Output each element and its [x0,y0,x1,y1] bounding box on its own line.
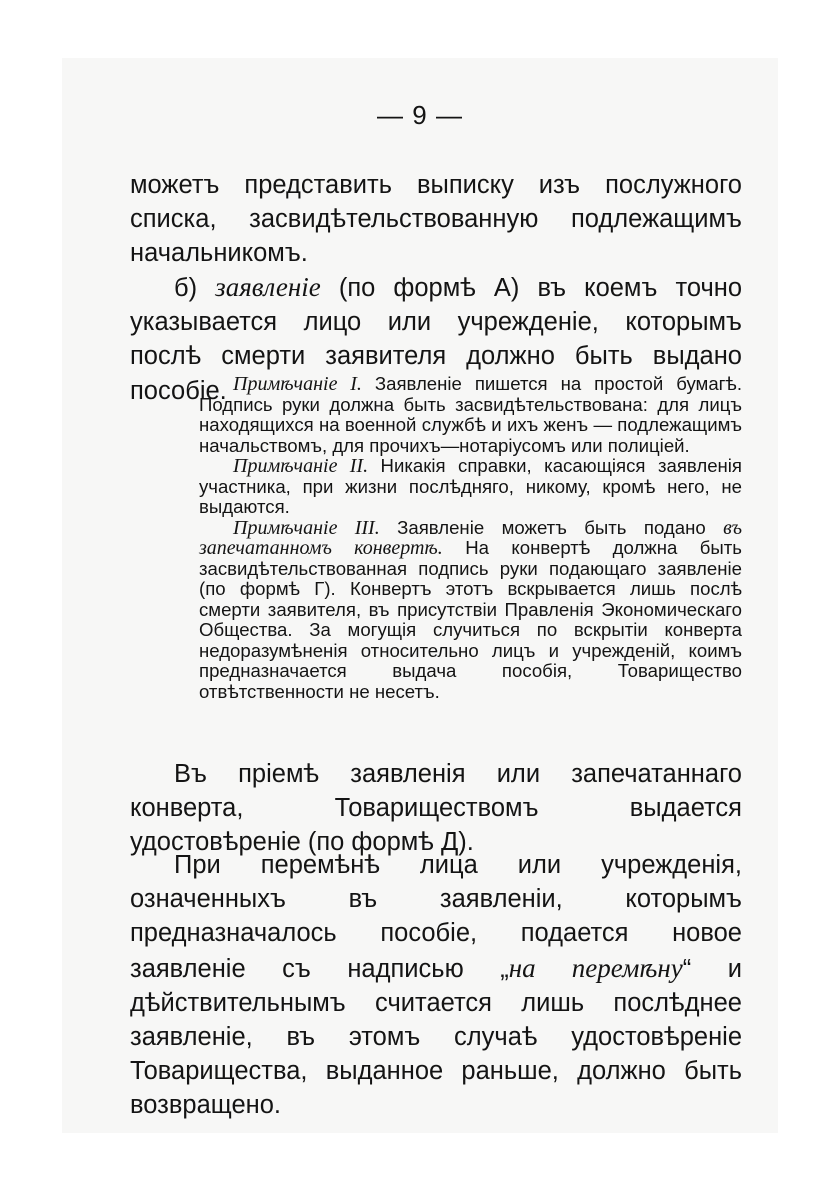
quote-open: „ [500,954,509,983]
note-1-text: Заявленіе пишется на простой бумагѣ. Подпись руки должна быть засвидѣтельствована: для лицъ находящихся на военной службѣ и ихъ женъ — подлежащимъ начальствомъ, для прочихъ—нотаріусомъ или полиціей. [199,373,742,456]
term-change: на перемѣну [508,952,683,983]
note-2-text: Никакія справки, касающіяся заявленія участника, при жизни послѣдняго, никому, кромѣ него, не выдаются. [199,455,742,517]
term-application: заявленіе [215,272,321,302]
quote-close: “ [682,954,692,983]
paragraph-receipt [130,757,742,860]
paragraph-text-b: и дѣйствительнымъ считается лишь послѣднее заявленіе, въ этомъ случаѣ удостовѣреніе Товарищества, выданное раньше, должно быть возвращено. [130,954,742,1120]
note-3-label: Примѣчаніе III. [233,516,380,539]
note-2 [199,456,742,518]
list-marker: б) [174,274,216,302]
paragraph-text: Въ пріемѣ заявленія или запечатаннаго конверта, Товариществомъ выдается удостовѣреніе (по формѣ Д). [130,760,742,857]
note-3-emphasis: въ запечатанномъ конвертѣ. [199,516,742,559]
note-3-text-b: На конвертѣ должна быть засвидѣтельствованная подпись руки подающаго заявленіе (по формѣ Г). Конвертъ этотъ вскрывается лишь послѣ смерти заявителя, въ присутствіи Правленія Экономическаго Общества. За могущія случиться по вскрытіи конверта недоразумѣненія относительно лицъ и учрежденій, коимъ предназначается выдача пособія, Товарищество отвѣтственности не несетъ. [199,537,742,702]
paragraph-change [130,848,742,1123]
paragraph-continuation [130,168,742,271]
paragraph-text-a: При перемѣнѣ лица или учрежденія, означенныхъ въ заявленіи, которымъ предназначалось пособіе, подается новое заявленіе съ надписью [130,851,742,983]
note-1-label: Примѣчаніе I. [233,373,362,395]
note-3 [199,518,742,703]
paragraph-text: (по формѣ А) въ коемъ точно указывается лицо или учрежденіе, которымъ послѣ смерти заявителя должно быть выдано пособіе. [130,274,743,405]
page-number: — 9 — [377,100,463,130]
note-1 [199,374,742,456]
paragraph-body [130,848,742,1123]
note-2-label: Примѣчаніе II. [233,455,369,477]
paragraph-text: можетъ представить выписку изъ послужного списка, засвидѣтельствованную подлежащимъ начальникомъ. [130,171,742,268]
notes-block [199,374,742,702]
note-3-text-a: Заявленіе можетъ быть подано [379,516,724,538]
